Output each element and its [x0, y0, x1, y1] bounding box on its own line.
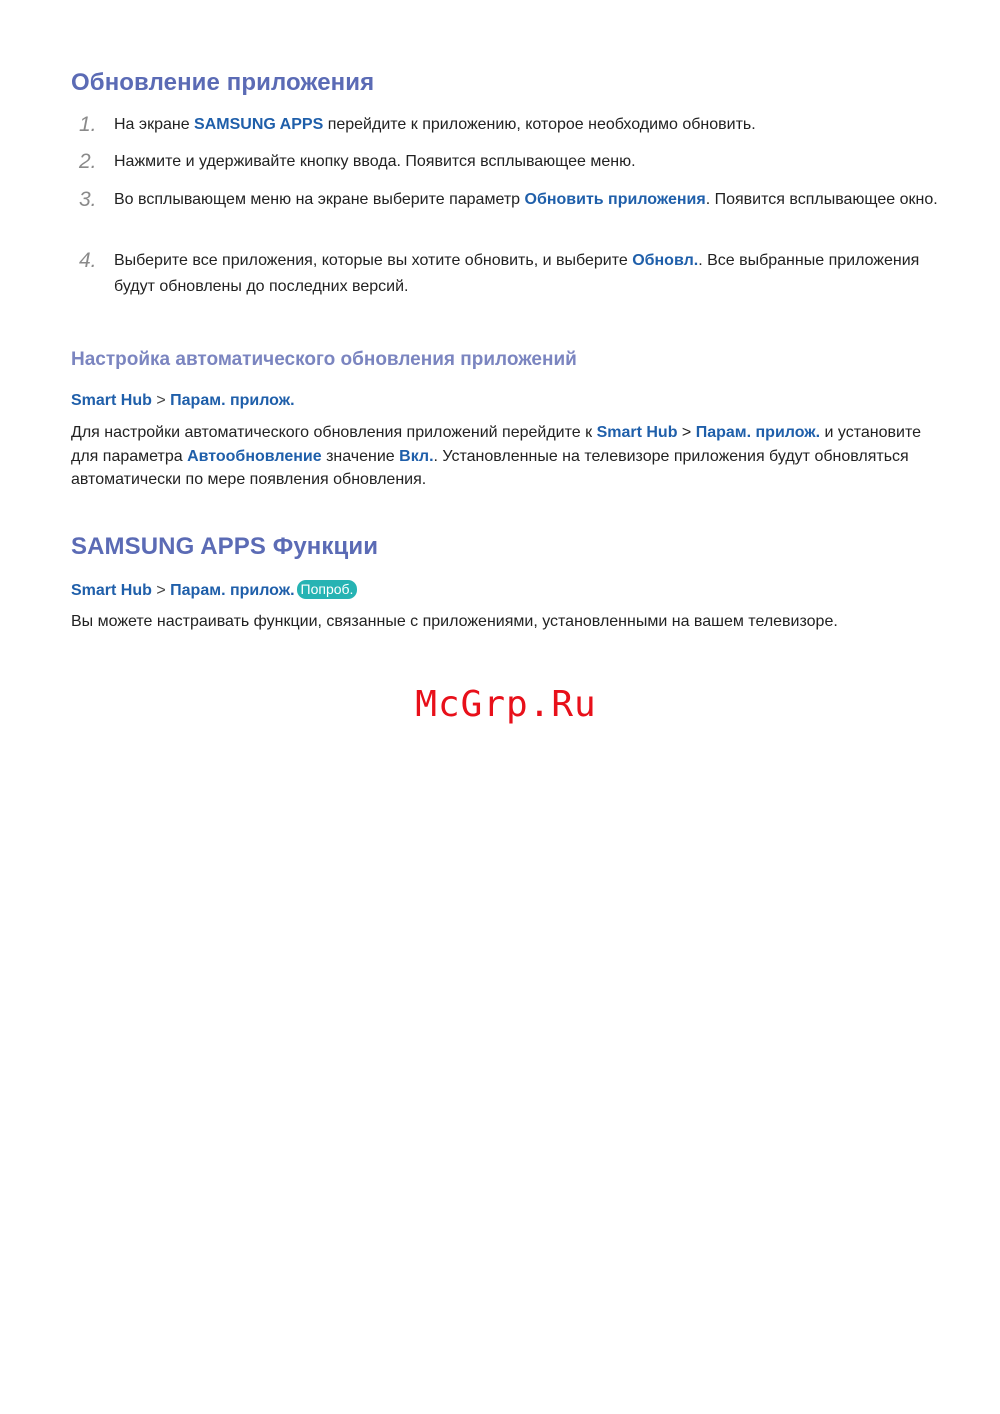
step-number: 1.: [79, 113, 97, 136]
step-number: 3.: [79, 188, 97, 211]
step-text-part: Во всплывающем меню на экране выберите параметр: [114, 191, 525, 208]
step-text-part: На экране: [114, 116, 195, 133]
breadcrumb-separator: >: [156, 392, 166, 409]
breadcrumb-item-app-settings: Парам. прилож.: [170, 582, 295, 599]
keyword-auto-update: Автообновление: [187, 447, 322, 465]
keyword-app-settings: Парам. прилож.: [695, 424, 821, 441]
text-part: Для настройки автоматического обновления приложений перейдите к: [71, 424, 597, 441]
try-now-badge[interactable]: Попроб.: [297, 580, 358, 599]
watermark-logo: McGrp.Ru: [415, 684, 597, 725]
text-part: . Установленные на телевизоре приложения будут обновляться автоматически по мере появления обновления.: [71, 447, 909, 488]
step-text-part: . Все выбранные приложения будут обновлены до последних версий.: [114, 252, 920, 295]
step-number: 2.: [79, 150, 97, 173]
keyword-update: Обновл.: [632, 252, 699, 269]
breadcrumb-item-app-settings: Парам. прилож.: [170, 392, 295, 409]
step-text: [114, 248, 944, 300]
keyword-smart-hub: Smart Hub: [596, 424, 678, 441]
step-text: Нажмите и удерживайте кнопку ввода. Появится всплывающее меню.: [114, 153, 636, 170]
step-text: [114, 112, 944, 138]
breadcrumb: [71, 580, 357, 602]
breadcrumb-separator: >: [156, 582, 166, 599]
breadcrumb-item-smart-hub: Smart Hub: [71, 392, 152, 409]
text-part: >: [677, 424, 696, 441]
step-text: [114, 187, 944, 213]
text-part: и установите для параметра: [71, 424, 921, 465]
section-title-app-update: Обновление приложения: [71, 69, 375, 96]
keyword-samsung-apps: SAMSUNG APPS: [194, 116, 324, 133]
step-text-part: перейдите к приложению, которое необходимо обновить.: [323, 116, 756, 133]
text-part: значение: [321, 447, 400, 465]
breadcrumb-item-smart-hub: Smart Hub: [71, 582, 152, 599]
step-text-part: Выберите все приложения, которые вы хотите обновить, и выберите: [114, 252, 633, 269]
step-number: 4.: [79, 249, 97, 272]
auto-update-description: [71, 421, 941, 492]
functions-description: Вы можете настраивать функции, связанные с приложениями, установленными на вашем телевизоре.: [71, 613, 838, 630]
section-title-samsung-apps-functions: SAMSUNG APPS Функции: [71, 533, 379, 560]
step-text-part: . Появится всплывающее окно.: [705, 191, 938, 208]
breadcrumb: [71, 390, 295, 412]
section-title-auto-update: Настройка автоматического обновления приложений: [71, 349, 577, 370]
keyword-update-apps: Обновить приложения: [524, 191, 706, 208]
keyword-on: Вкл.: [399, 447, 434, 465]
